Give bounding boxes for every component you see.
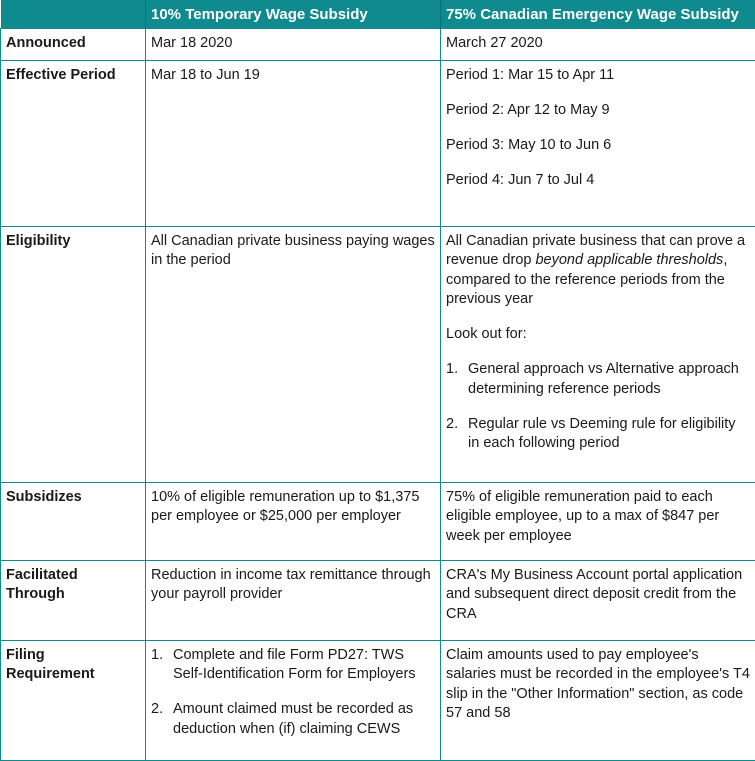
tws-cell: All Canadian private business paying wages in the period xyxy=(146,226,441,482)
row-label xyxy=(1,560,146,640)
cews-cell: CRA's My Business Account portal application and subsequent direct deposit credit from the CRA xyxy=(441,560,755,640)
tws-cell xyxy=(146,640,441,760)
eligibility-intro xyxy=(446,232,750,310)
label-line: Requirement xyxy=(6,666,95,682)
table-header-row xyxy=(1,0,755,29)
row-label: Eligibility xyxy=(1,226,146,482)
cews-cell: March 27 2020 xyxy=(441,29,755,61)
header-blank xyxy=(1,0,146,29)
row-eligibility xyxy=(1,226,755,482)
row-facilitated-through xyxy=(1,560,755,640)
tws-cell: 10% of eligible remuneration up to $1,375 per employee or $25,000 per employer xyxy=(146,482,441,560)
row-label: Subsidizes xyxy=(1,482,146,560)
intro-emphasis: beyond applicable thresholds xyxy=(535,252,723,268)
period-item: Period 3: May 10 to Jun 6 xyxy=(446,136,750,156)
intro-text-b: , compared to the reference periods from the previous year xyxy=(446,252,727,307)
label-line: Filing xyxy=(6,647,45,663)
list-item xyxy=(446,415,750,454)
period-item: Period 2: Apr 12 to May 9 xyxy=(446,101,750,121)
list-number: 1. xyxy=(446,360,458,380)
list-item xyxy=(446,360,750,399)
cews-cell xyxy=(441,226,755,482)
cews-cell: Claim amounts used to pay employee's salaries must be recorded in the employee's T4 slip in the "Other Information" section, as code 57 and 58 xyxy=(441,640,755,760)
list-text: Complete and file Form PD27: TWS Self-Identification Form for Employers xyxy=(173,647,416,683)
list-number: 1. xyxy=(151,646,163,666)
header-tws: 10% Temporary Wage Subsidy xyxy=(146,0,441,29)
row-announced xyxy=(1,29,755,61)
row-filing-requirement xyxy=(1,640,755,760)
list-item xyxy=(151,646,435,685)
row-label: Effective Period xyxy=(1,60,146,226)
header-cews: 75% Canadian Emergency Wage Subsidy xyxy=(441,0,755,29)
cews-cell xyxy=(441,60,755,226)
period-item: Period 1: Mar 15 to Apr 11 xyxy=(446,66,750,86)
list-number: 2. xyxy=(151,700,163,720)
filing-list xyxy=(151,646,435,740)
intro-text-a: All Canadian private business that can prove a revenue drop xyxy=(446,233,745,269)
lookout-label: Look out for: xyxy=(446,325,750,345)
list-item xyxy=(151,700,435,739)
list-text: General approach vs Alternative approach determining reference periods xyxy=(468,361,739,397)
period-item: Period 4: Jun 7 to Jul 4 xyxy=(446,171,750,191)
tws-cell: Mar 18 2020 xyxy=(146,29,441,61)
cews-cell: 75% of eligible remuneration paid to each eligible employee, up to a max of $847 per week per employee xyxy=(441,482,755,560)
list-text: Regular rule vs Deeming rule for eligibility in each following period xyxy=(468,416,736,452)
label-line: Facilitated xyxy=(6,567,78,583)
tws-cell: Mar 18 to Jun 19 xyxy=(146,60,441,226)
lookout-list xyxy=(446,360,750,454)
tws-cell: Reduction in income tax remittance through your payroll provider xyxy=(146,560,441,640)
label-line: Through xyxy=(6,586,65,602)
row-effective-period xyxy=(1,60,755,226)
list-text: Amount claimed must be recorded as deduction when (if) claiming CEWS xyxy=(173,701,413,737)
row-label xyxy=(1,640,146,760)
row-subsidizes xyxy=(1,482,755,560)
list-number: 2. xyxy=(446,415,458,435)
row-label: Announced xyxy=(1,29,146,61)
